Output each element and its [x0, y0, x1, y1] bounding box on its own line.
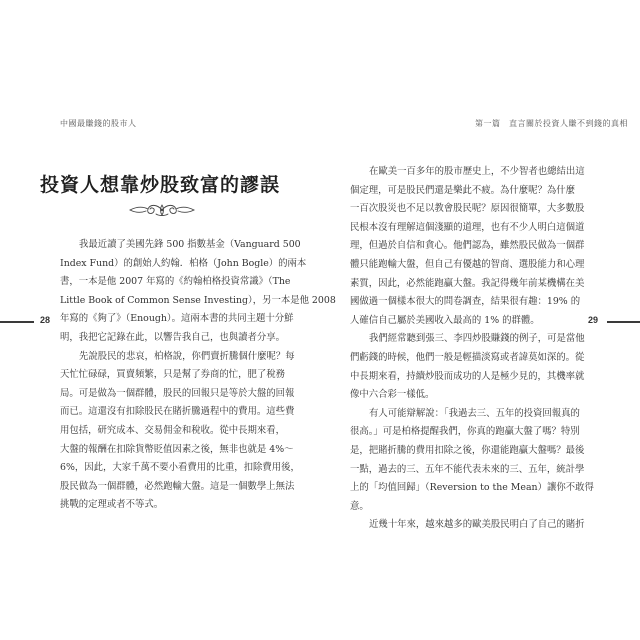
folio-rule-right	[607, 321, 640, 323]
right-page	[320, 0, 640, 640]
text-line: 年寫的《夠了》（Enough）。這兩本書的共同主題十分鮮	[60, 313, 294, 325]
text-line: 像中六合彩一樣低。	[350, 389, 435, 401]
folio-rule-left	[0, 321, 34, 323]
text-line: 而已。這還沒有扣除股民在賭折騰過程中的費用。這些費	[60, 406, 295, 418]
text-line: 素質，因此，必然能跑贏大盤。我記得幾年前某機構在美	[350, 277, 585, 289]
text-line: 理，但過於自信和貪心。他們認為，雖然股民做為一個群	[350, 240, 585, 252]
page-number-right: 29	[588, 315, 599, 325]
text-line: 們虧錢的時候，他們一般是輕描淡寫或者諱莫如深的。從	[350, 351, 585, 363]
text-line: 是，把賭折騰的費用扣除之後，你還能跑贏大盤嗎？最後	[350, 444, 585, 456]
running-header-left: 中國最賺錢的股市人	[60, 119, 137, 128]
chapter-title: 投資人想靠炒股致富的謬誤	[40, 174, 281, 196]
text-line: 很高。」可是柏格提醒我們，你真的跑贏大盤了嗎？特別	[350, 426, 580, 438]
text-line: 明，我把它記錄在此，以響告我自己，也與讀者分享。	[60, 331, 286, 343]
text-line: 有人可能辯解說：「我過去三、五年的投資回報真的	[369, 407, 580, 419]
text-line: 局。可是做為一個群體，股民的回報只是等於大盤的回報	[60, 387, 295, 399]
text-line: 上的「均值回歸」（Reversion to the Mean）讓你不敢得	[350, 482, 594, 494]
text-line: 一百次股災也不足以教會股民呢？原因很簡單，大多數股	[350, 203, 585, 215]
text-line: 民根本沒有理解這個淺顯的道理，也有不少人明白這個道	[350, 221, 585, 233]
text-line: 體只能跑輸大盤，但自己有優越的智商、選股能力和心理	[350, 258, 585, 270]
body-text-left	[60, 236, 336, 515]
text-line: 意。	[350, 500, 369, 512]
text-line: 個定理，可是股民們還是樂此不疲。為什麼呢？為什麼	[350, 184, 576, 196]
text-line: 我們經常聽到張三、李四炒股賺錢的例子，可是當他	[369, 333, 585, 345]
running-header-right: 第一篇 直言關於投資人賺不到錢的真相	[475, 119, 628, 128]
text-line: 先說股民的悲哀，柏格說，你們賣折騰個什麼呢？每	[79, 350, 295, 362]
text-line: 書，一本是他 2007 年寫的《約翰柏格投資常識》（The	[60, 276, 291, 288]
ornament-divider-icon	[126, 201, 198, 219]
text-line: 天忙忙碌碌，買賣頻繁，只是幫了券商的忙，肥了稅務	[60, 369, 286, 381]
text-line: 人確信自己屬於美國收入最高的 1% 的群體。	[350, 314, 540, 326]
text-line: 大盤的報酬在扣除貨幣貶值因素之後，無非也就是 4%～	[60, 443, 294, 455]
text-line: 一點，過去的三、五年不能代表未來的三、五年，統計學	[350, 463, 585, 475]
text-line: Index Fund）的創始人約翰．柏格（John Bogle）的兩本	[60, 257, 307, 269]
text-line: 6%，因此，大家千萬不要小看費用的比重，扣除費用後，	[60, 462, 300, 474]
text-line: Little Book of Common Sense Investing），另一本是他 2008	[60, 294, 336, 306]
text-line: 挑戰的定理或者不等式。	[60, 499, 164, 511]
text-line: 股民做為一個群體，必然跑輸大盤。這是一個數學上無法	[60, 480, 295, 492]
page-number-left: 28	[40, 315, 51, 325]
text-line: 中長期來看，持續炒股而成功的人是極少見的，其機率就	[350, 370, 585, 382]
text-line: 用包括，研究成本、交易佣金和稅收。從中長期來看，	[60, 424, 286, 436]
text-line: 國做過一個樣本很大的問卷調查，結果很有趣：19% 的	[350, 296, 581, 308]
text-line: 在歐美一百多年的股市歷史上，不少智者也總結出這	[369, 166, 585, 177]
text-line: 近幾十年來，越來越多的歐美股民明白了自己的賭折	[369, 519, 585, 531]
text-line: 我最近讀了美國先鋒 500 指數基金（Vanguard 500	[79, 239, 301, 250]
